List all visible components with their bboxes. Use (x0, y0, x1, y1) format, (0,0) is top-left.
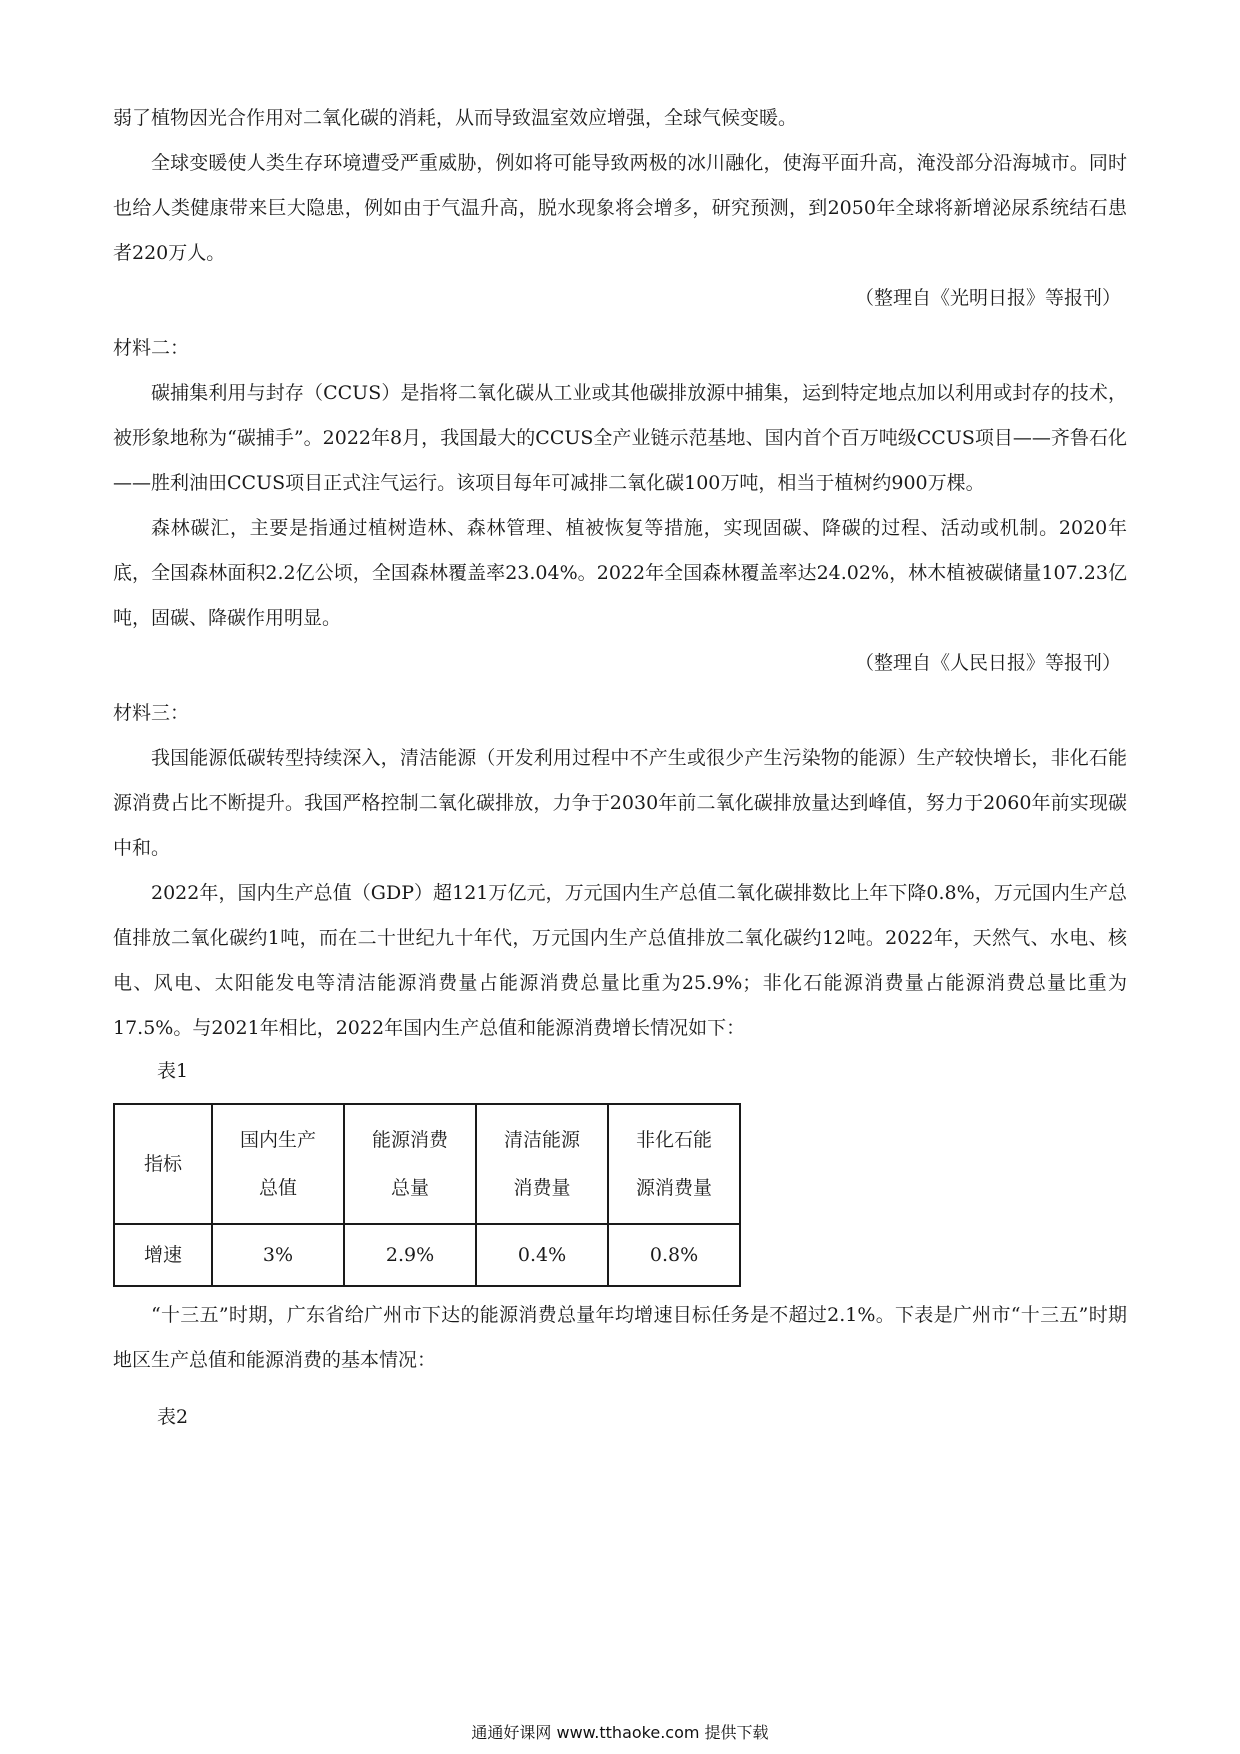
header-line: 国内生产 (239, 1129, 316, 1151)
table-header-cell (608, 1104, 740, 1224)
material-2-heading: 材料二： (113, 337, 190, 359)
table-cell: 0.4% (476, 1224, 608, 1286)
source-citation-1: （整理自《光明日报》等报刊） (854, 287, 1121, 309)
header-line: 消费量 (513, 1177, 571, 1199)
paragraph-ccus: 碳捕集利用与封存（CCUS）是指将二氧化碳从工业或其他碳排放源中捕集，运到特定地点加以利用或封存的技术，被形象地称为“碳捕手”。2022年8月，我国最大的CCUS全产业链示范基地、国内首个百万吨级CCUS项目——齐鲁石化——胜利油田CCUS项目正式注气运行。该项目每年可减排二氧化碳100万吨，相当于植树约900万棵。 (113, 382, 1127, 494)
table-header-row (114, 1104, 740, 1224)
paragraph-gdp-emissions: 2022年，国内生产总值（GDP）超121万亿元，万元国内生产总值二氧化碳排数比上年下降0.8%，万元国内生产总值排放二氧化碳约1吨，而在二十世纪九十年代，万元国内生产总值排放二氧化碳约12吨。2022年，天然气、水电、核电、风电、太阳能发电等清洁能源消费量占能源消费总量比重为25.9%；非化石能源消费量占能源消费总量比重为17.5%。与2021年相比，2022年国内生产总值和能源消费增长情况如下： (113, 882, 1127, 1039)
table-header-cell: 指标 (114, 1104, 212, 1224)
header-line: 非化石能 (635, 1129, 712, 1151)
document-page (113, 96, 1127, 1437)
table-header-cell (344, 1104, 476, 1224)
header-line: 能源消费 (371, 1129, 448, 1151)
material-3-heading: 材料三： (113, 702, 190, 724)
page-footer: 通通好课网 www.tthaoke.com 提供下载 (471, 1723, 769, 1742)
header-line: 源消费量 (635, 1177, 712, 1199)
paragraph-forest-carbon-sink: 森林碳汇，主要是指通过植树造林、森林管理、植被恢复等措施，实现固碳、降碳的过程、活动或机制。2020年底，全国森林面积2.2亿公顷，全国森林覆盖率23.04%。2022年全国森林覆盖率达24.02%，林木植被碳储量107.23亿吨，固碳、降碳作用明显。 (113, 517, 1127, 629)
header-line: 总量 (390, 1177, 429, 1199)
paragraph-global-warming: 全球变暖使人类生存环境遭受严重威胁，例如将可能导致两极的冰川融化，使海平面升高，淹没部分沿海城市。同时也给人类健康带来巨大隐患，例如由于气温升高，脱水现象将会增多，研究预测，到2050年全球将新增泌尿系统结石患者220万人。 (113, 152, 1127, 264)
table-1 (113, 1103, 741, 1287)
paragraph-guangzhou: “十三五”时期，广东省给广州市下达的能源消费总量年均增速目标任务是不超过2.1%。下表是广州市“十三五”时期地区生产总值和能源消费的基本情况： (113, 1304, 1127, 1371)
table-cell: 2.9% (344, 1224, 476, 1286)
table-header-cell (476, 1104, 608, 1224)
table-cell: 0.8% (608, 1224, 740, 1286)
table-row (114, 1224, 740, 1286)
table-1-label: 表1 (157, 1060, 189, 1082)
source-citation-2: （整理自《人民日报》等报刊） (854, 652, 1121, 674)
table-header-cell (212, 1104, 344, 1224)
header-line: 清洁能源 (503, 1129, 580, 1151)
paragraph-continued: 弱了植物因光合作用对二氧化碳的消耗，从而导致温室效应增强，全球气候变暖。 (113, 107, 798, 129)
table-row-label: 增速 (114, 1224, 212, 1286)
table-2-label: 表2 (157, 1406, 189, 1428)
header-line: 总值 (258, 1177, 297, 1199)
paragraph-energy-transition: 我国能源低碳转型持续深入，清洁能源（开发利用过程中不产生或很少产生污染物的能源）生产较快增长，非化石能源消费占比不断提升。我国严格控制二氧化碳排放，力争于2030年前二氧化碳排放量达到峰值，努力于2060年前实现碳中和。 (113, 747, 1127, 859)
table-cell: 3% (212, 1224, 344, 1286)
